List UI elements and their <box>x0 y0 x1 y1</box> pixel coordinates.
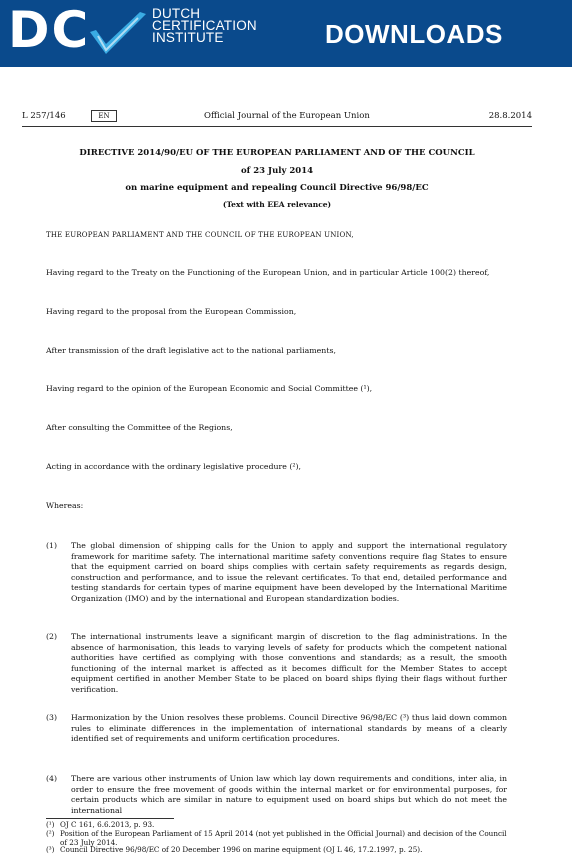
publication-date: 28.8.2014 <box>488 111 532 121</box>
recital-number: (2) <box>46 632 58 641</box>
preamble-transmission: After transmission of the draft legislative act to the national parliaments, <box>46 346 336 355</box>
logo-text-line2: CERTIFICATION <box>152 18 257 33</box>
recital-number: (3) <box>46 713 58 722</box>
journal-title: Official Journal of the European Union <box>204 111 370 121</box>
header-divider <box>22 126 532 127</box>
journal-header <box>22 110 532 124</box>
preamble-legislative-procedure: Acting in accordance with the ordinary legislative procedure (²), <box>46 462 302 471</box>
page-reference: L 257/146 <box>22 111 66 121</box>
whereas-label: Whereas: <box>46 501 84 510</box>
eea-relevance: (Text with EEA relevance) <box>222 200 332 209</box>
logo-checkmark-icon <box>88 10 148 62</box>
footnote-text: Position of the European Parliament of 15 April 2014 (not yet published in the Official Journal) and decision of the Council of 23 July 2014. <box>60 829 507 847</box>
logo-text <box>152 8 257 44</box>
recital-text: The global dimension of shipping calls for the Union to apply and support the international regulatory framework for maritime safety. The international maritime safety conventions require flag States to ensure that the equipment carried on board ships complies with certain safety requirements as regards design, construction and performance, and to issue the relevant certificates. To that end, detailed performance and testing standards for certain types of marine equipment have been developed by the International Maritime Organization (IMO) and by the international and European standardization bodies. <box>71 541 507 603</box>
recital-text: There are various other instruments of Union law which lay down requirements and conditions, inter alia, in order to ensure the free movement of goods within the internal market or for environmental purposes, for certain products which are similar in nature to equipment used on board ships but which do not meet the international <box>71 774 507 815</box>
footnote-mark: (¹) <box>46 820 55 829</box>
footnote <box>46 846 512 855</box>
preamble-proposal: Having regard to the proposal from the European Commission, <box>46 307 297 316</box>
footnote-text: OJ C 161, 6.6.2013, p. 93. <box>60 820 155 829</box>
recital-text: Harmonization by the Union resolves these problems. Council Directive 96/98/EC (³) thus laid down common rules to eliminate differences in the implementation of international standards by means of a clearly identified set of requirements and uniform certification procedures. <box>71 713 507 744</box>
recital-number: (4) <box>46 774 58 783</box>
footnote-mark: (²) <box>46 829 55 838</box>
header-banner <box>0 0 572 67</box>
logo-text-line3: INSTITUTE <box>152 30 224 45</box>
preamble-treaty: Having regard to the Treaty on the Functioning of the European Union, and in particular Article 100(2) thereof, <box>46 268 490 277</box>
logo-text-line1: DUTCH <box>152 6 201 21</box>
directive-date: of 23 July 2014 <box>240 166 314 176</box>
recital-text: The international instruments leave a significant margin of discretion to the flag administrations. In the absence of harmonisation, this leads to varying levels of safety for products which the competent national authorities have certified as complying with those conventions and standards; as a result, the smooth functioning of the internal market is affected as it becomes difficult for the Member States to accept equipment certified in another Member State to be placed on board ships flying their flags without further verification. <box>71 632 507 694</box>
directive-title: DIRECTIVE 2014/90/EU OF THE EUROPEAN PARLIAMENT AND OF THE COUNCIL <box>79 148 475 158</box>
footnote-mark: (³) <box>46 845 55 854</box>
logo-letters: DC <box>8 1 91 59</box>
directive-subject: on marine equipment and repealing Council Directive 96/98/EC <box>125 183 429 193</box>
downloads-title[interactable]: DOWNLOADS <box>325 19 503 49</box>
preamble-eesc-opinion: Having regard to the opinion of the European Economic and Social Committee (¹), <box>46 384 373 393</box>
preamble-committee-regions: After consulting the Committee of the Regions, <box>46 423 233 432</box>
footnote-divider <box>46 818 174 819</box>
language-badge: EN <box>91 110 117 122</box>
preamble-authority: THE EUROPEAN PARLIAMENT AND THE COUNCIL OF THE EUROPEAN UNION, <box>46 231 354 239</box>
recital-number: (1) <box>46 541 58 550</box>
footnote-text: Council Directive 96/98/EC of 20 December 1996 on marine equipment (OJ L 46, 17.2.1997, p. 25). <box>60 845 423 854</box>
